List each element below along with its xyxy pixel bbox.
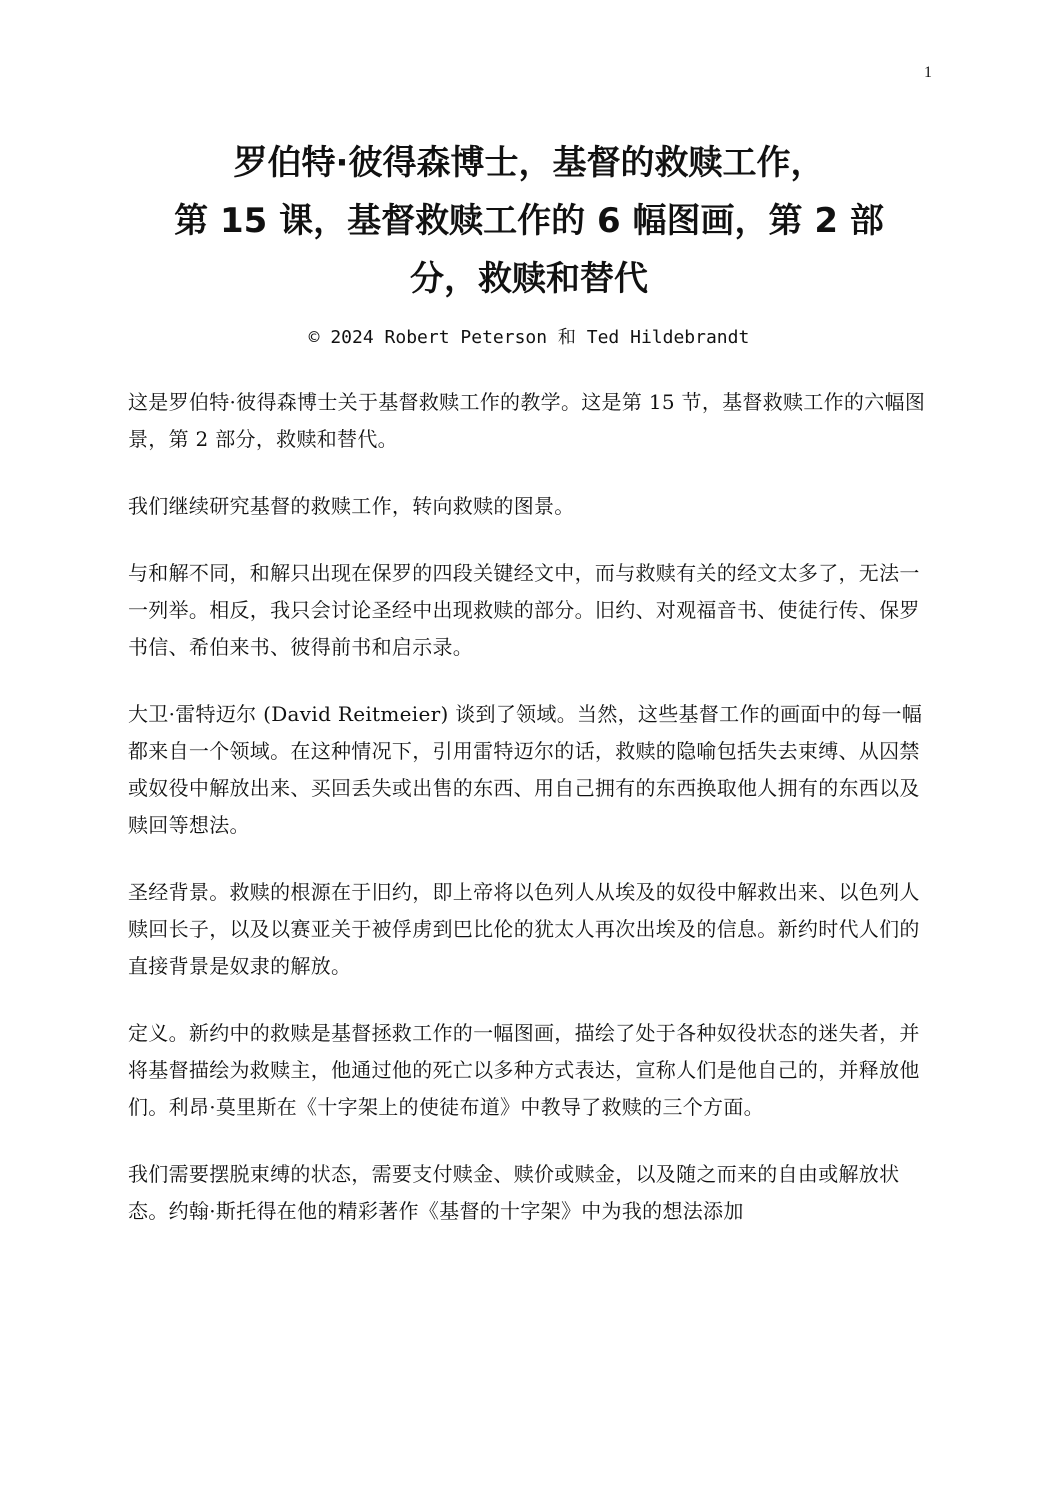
copyright-line: © 2024 Robert Peterson 和 Ted Hildebrandt — [308, 327, 750, 348]
body-text — [128, 384, 928, 1260]
paragraph-reitmeier: 大卫·雷特迈尔 (David Reitmeier) 谈到了领域。当然，这些基督工作的画面中的每一幅都来自一个领域。在这种情况下，引用雷特迈尔的话，救赎的隐喻包括失去束缚、从囚禁或奴役中解放出来、买回丢失或出售的东西、用自己拥有的东西换取他人拥有的东西以及赎回等想法。 — [128, 702, 923, 837]
paragraph-definition: 定义。新约中的救赎是基督拯救工作的一幅图画，描绘了处于各种奴役状态的迷失者，并将基督描绘为救赎主，他通过他的死亡以多种方式表达，宣称人们是他自己的，并释放他们。利昂·莫里斯在《十字架上的使徒布道》中教导了救赎的三个方面。 — [128, 1021, 920, 1119]
document-title — [124, 134, 934, 308]
paragraph-intro: 这是罗伯特·彼得森博士关于基督救赎工作的教学。这是第 15 节，基督救赎工作的六幅图景，第 2 部分，救赎和替代。 — [128, 390, 926, 451]
title-line-3: 分，救赎和替代 — [410, 259, 648, 299]
title-line-2: 第 15 课，基督救赎工作的 6 幅图画，第 2 部 — [174, 201, 884, 241]
paragraph-reconciliation: 与和解不同，和解只出现在保罗的四段关键经文中，而与救赎有关的经文太多了，无法一一列举。相反，我只会讨论圣经中出现救赎的部分。旧约、对观福音书、使徒行传、保罗书信、希伯来书、彼得前书和启示录。 — [128, 561, 920, 659]
page-number: 1 — [924, 64, 932, 81]
paragraph-background: 圣经背景。救赎的根源在于旧约，即上帝将以色列人从埃及的奴役中解救出来、以色列人赎回长子，以及以赛亚关于被俘虏到巴比伦的犹太人再次出埃及的信息。新约时代人们的直接背景是奴隶的解放。 — [128, 880, 920, 978]
paragraph-continue: 我们继续研究基督的救赎工作，转向救赎的图景。 — [128, 494, 575, 518]
title-line-1: 罗伯特·彼得森博士，基督的救赎工作， — [233, 143, 825, 183]
paragraph-bondage: 我们需要摆脱束缚的状态，需要支付赎金、赎价或赎金，以及随之而来的自由或解放状态。约翰·斯托得在他的精彩著作《基督的十字架》中为我的想法添加 — [128, 1162, 900, 1223]
